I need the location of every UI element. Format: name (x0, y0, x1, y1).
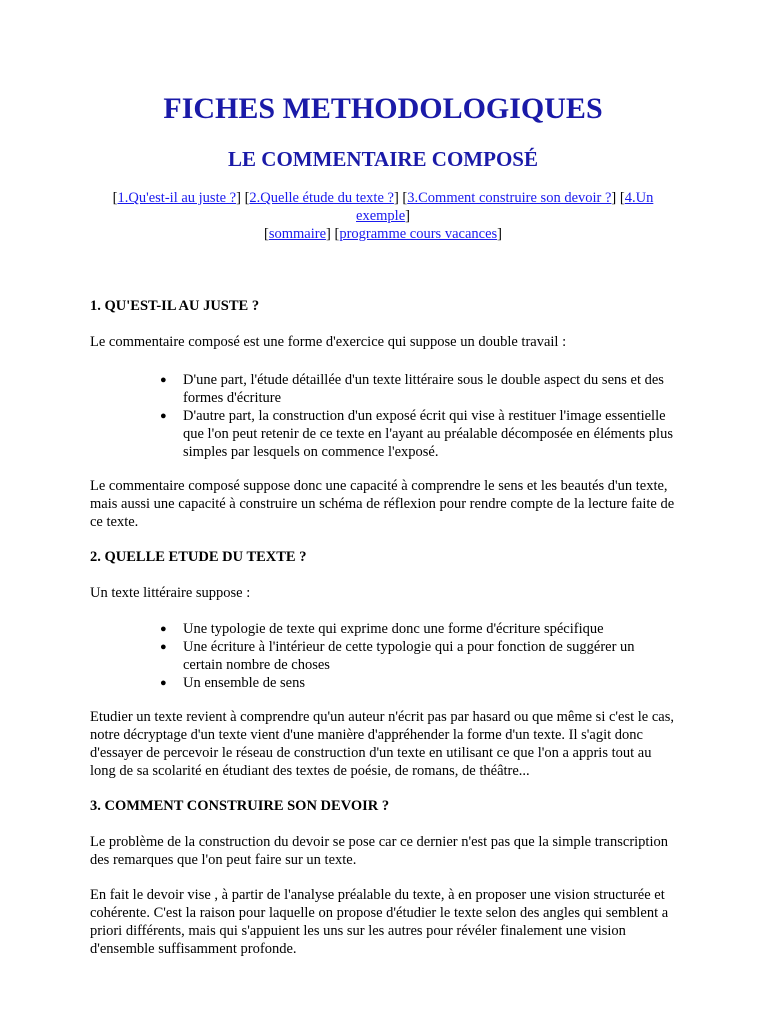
section1-heading: 1. QU'EST-IL AU JUSTE ? (90, 298, 260, 314)
page-title: FICHES METHODOLOGIQUES (163, 92, 603, 125)
list-item (160, 620, 676, 638)
bullet-icon: ● (160, 623, 167, 635)
list-item-text: Un ensemble de sens (183, 675, 306, 691)
section3-paragraph-2: En fait le devoir vise , à partir de l'analyse préalable du texte, à en proposer une vision structurée et cohérente. C'est la raison pour laquelle on propose d'étudier le texte selon des angles qui semblent a priori différents, mais qui s'appuient les uns sur les autres pour révéler finalement une vision d'ensemble suffisamment profonde. (90, 887, 669, 957)
section3-paragraph-1: Le problème de la construction du devoir se pose car ce dernier n'est pas que la simple transcription des remarques que l'on peut faire sur un texte. (90, 834, 668, 868)
section2-conclusion: Etudier un texte revient à comprendre qu'un auteur n'écrit pas par hasard ou que même si c'est le cas, notre décryptage d'un texte vient d'une manière d'appréhender la forme d'un texte. Il s'agit donc d'essayer de percevoir le réseau de construction d'un texte en utilisant ce que l'on a appris tout au long de sa scolarité en étudiant des textes de poésie, de romans, de théâtre... (90, 709, 674, 779)
bullet-icon: ● (160, 641, 167, 653)
nav-link-sommaire[interactable]: sommaire (268, 226, 327, 242)
list-item (160, 674, 676, 692)
list-item (160, 407, 676, 461)
list-item (160, 371, 676, 407)
section1-conclusion: Le commentaire composé suppose donc une capacité à comprendre le sens et les beautés d'un texte, mais aussi une capacité à construire un schéma de réflexion pour rendre compte de la lecture faite de ce texte. (90, 478, 675, 530)
bullet-icon: ● (160, 374, 167, 386)
section2-heading: 2. QUELLE ETUDE DU TEXTE ? (90, 549, 307, 565)
nav-link-un-exemple[interactable]: 4.Un exemple (356, 190, 654, 224)
section2-list (160, 620, 676, 692)
nav-link-quelle-etude[interactable]: 2.Quelle étude du texte ? (249, 190, 394, 206)
nav-link-qu-est-il[interactable]: 1.Qu'est-il au juste ? (117, 190, 237, 206)
list-item-text: D'autre part, la construction d'un exposé écrit qui vise à restituer l'image essentielle que l'on peut retenir de ce texte en l'ayant au préalable décomposée en éléments plus simples par lesquels on commence l'exposé. (183, 408, 673, 460)
section1-intro: Le commentaire composé est une forme d'exercice qui suppose un double travail : (90, 334, 567, 350)
section3-heading: 3. COMMENT CONSTRUIRE SON DEVOIR ? (90, 798, 390, 814)
nav-link-comment-construire[interactable]: 3.Comment construire son devoir ? (407, 190, 612, 206)
page-subtitle: LE COMMENTAIRE COMPOSÉ (228, 147, 538, 171)
list-item-text: Une écriture à l'intérieur de cette typologie qui a pour fonction de suggérer un certain nombre de choses (183, 639, 635, 673)
list-item-text: Une typologie de texte qui exprime donc une forme d'écriture spécifique (183, 621, 604, 637)
bullet-icon: ● (160, 410, 167, 422)
bullet-icon: ● (160, 677, 167, 689)
list-item (160, 638, 676, 674)
section2-intro: Un texte littéraire suppose : (90, 585, 251, 601)
nav-link-programme[interactable]: programme cours vacances (339, 226, 498, 242)
section1-list (160, 371, 676, 461)
list-item-text: D'une part, l'étude détaillée d'un texte littéraire sous le double aspect du sens et des formes d'écriture (183, 372, 664, 406)
navigation-links: [1.Qu'est-il au juste ?] [2.Quelle étude du texte ?] [3.Comment construire son devoir ?] [4.Un exemple] [sommaire] [programme cours vacances] (112, 190, 654, 242)
